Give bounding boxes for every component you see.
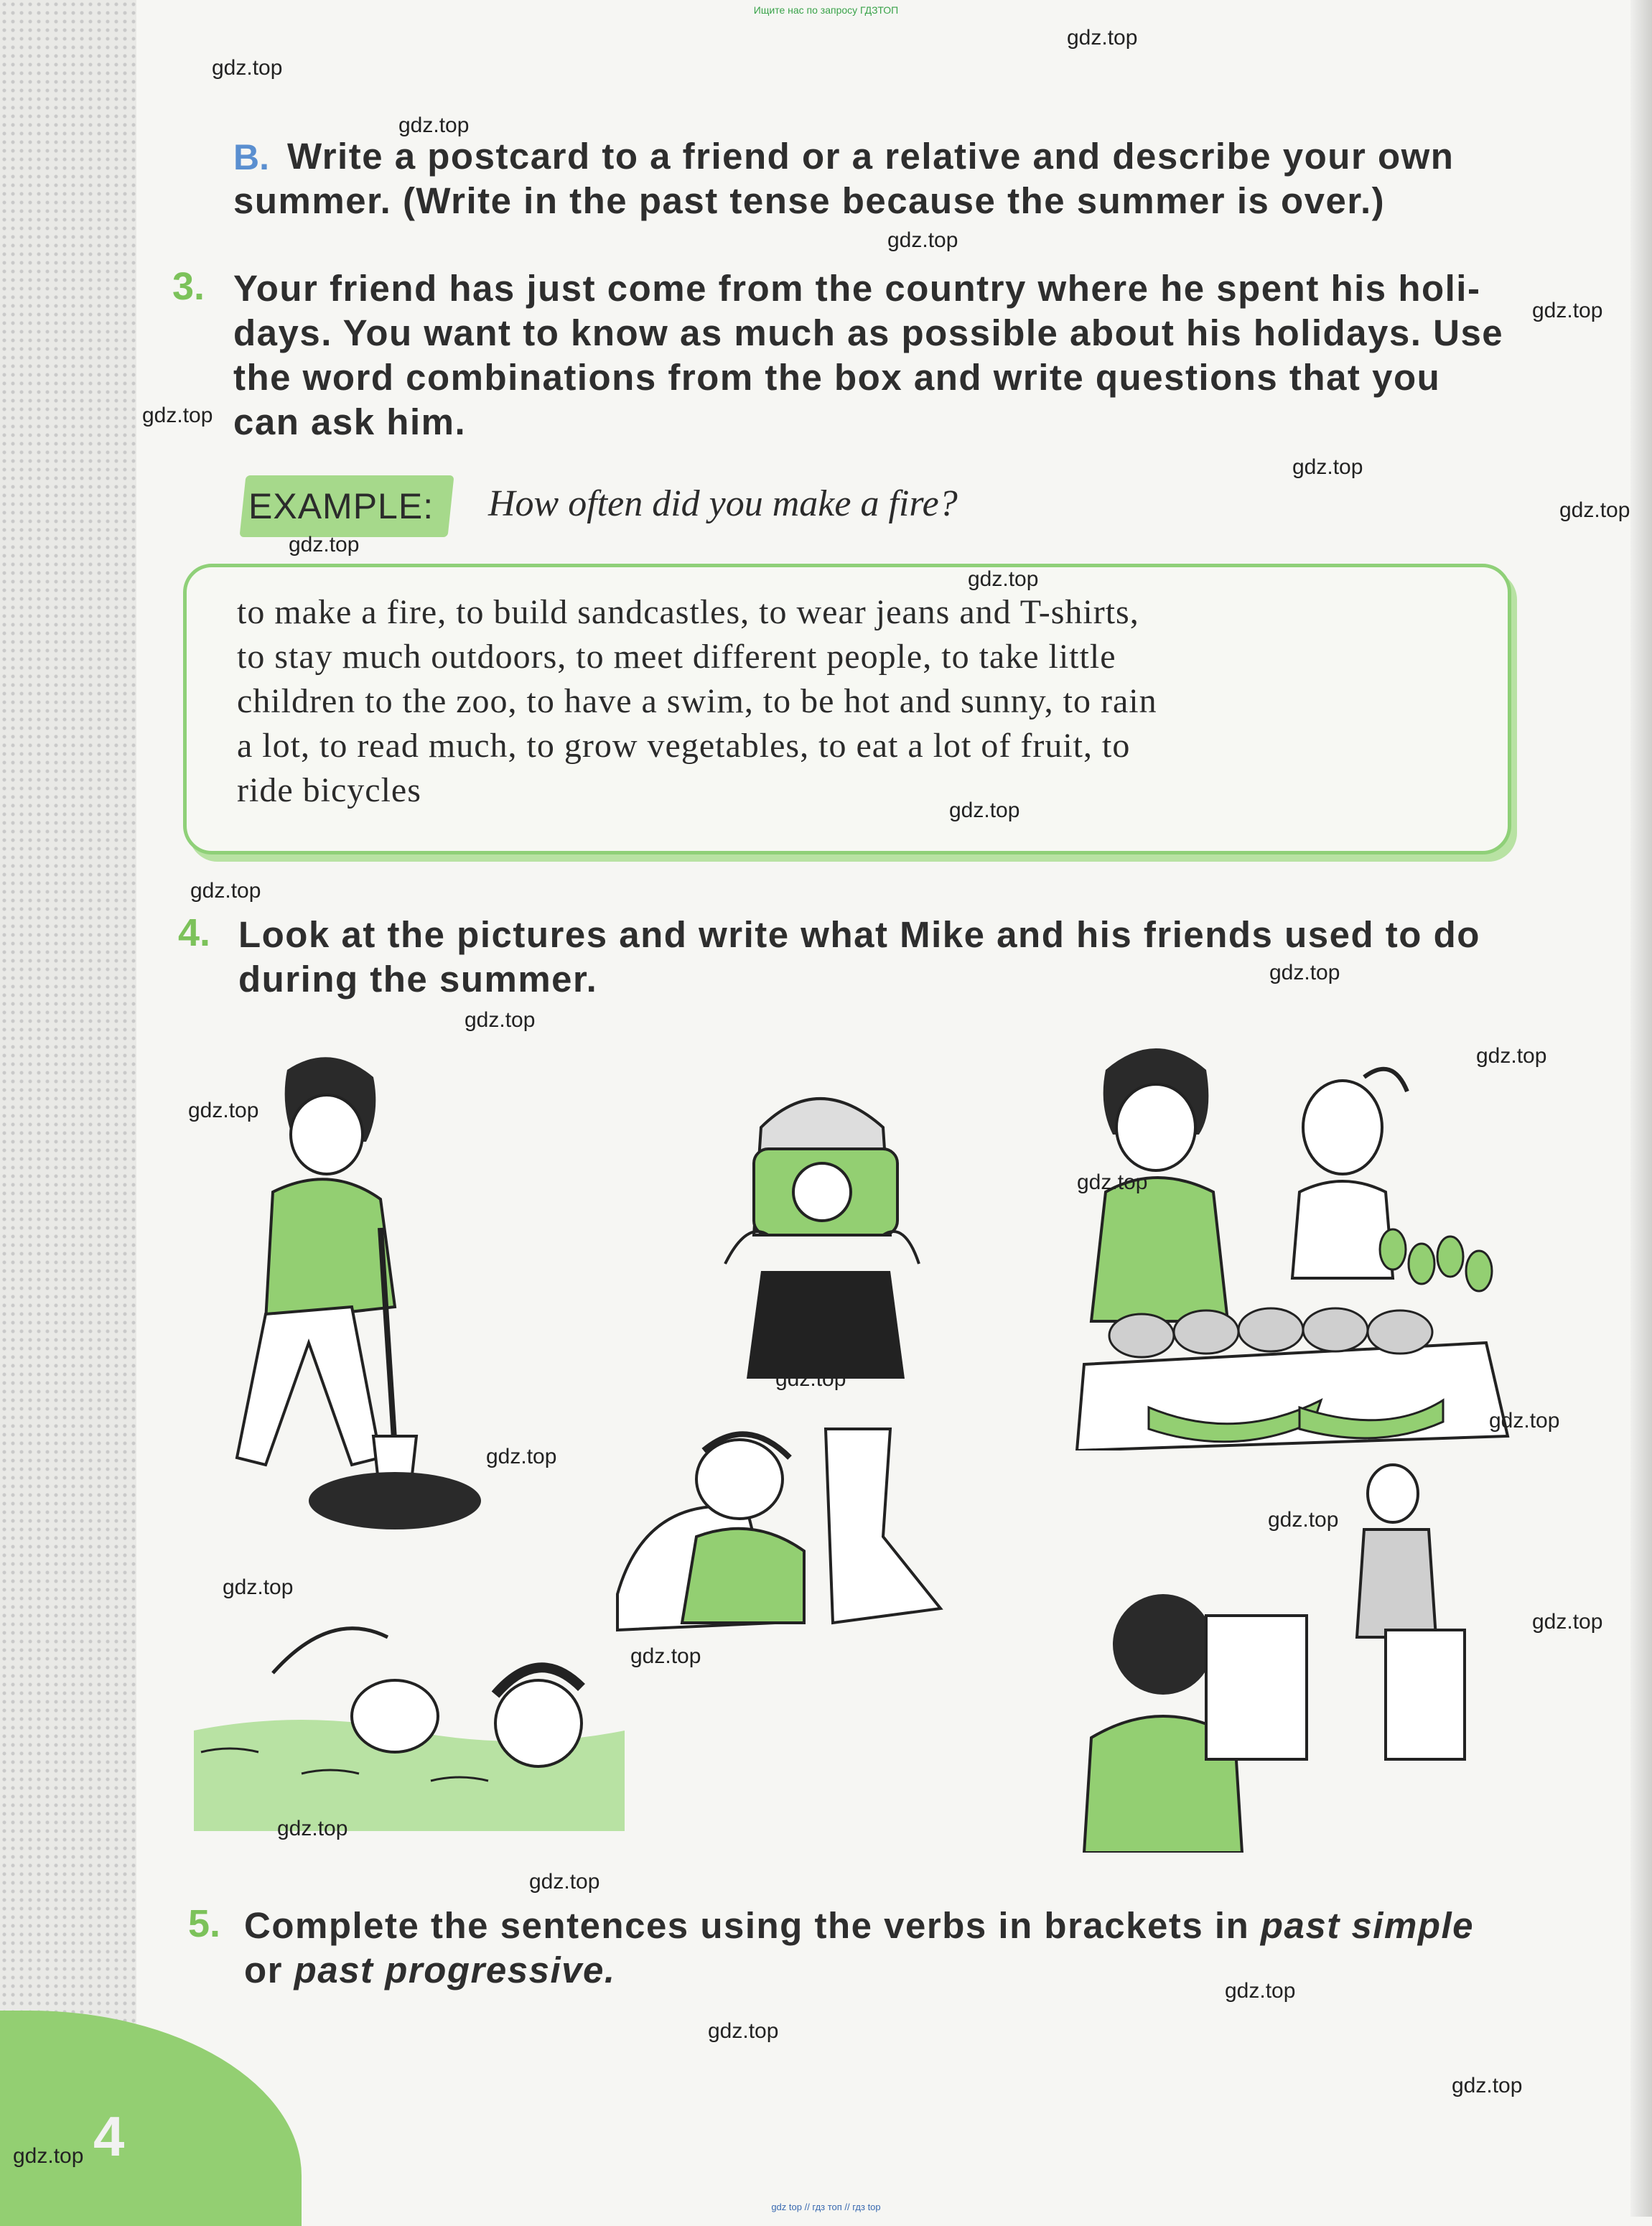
- watermark: gdz.top: [142, 404, 213, 427]
- watermark: gdz.top: [630, 1644, 701, 1668]
- example-label: EXAMPLE:: [248, 486, 434, 526]
- task-b-line1: Write a postcard to a friend or a relative and describe your own: [287, 136, 1455, 177]
- watermark: gdz.top: [968, 567, 1039, 591]
- fruit-market-illustration: [1063, 1048, 1522, 1450]
- watermark: gdz.top: [1532, 1610, 1603, 1634]
- boy-reading-illustration: [610, 1422, 1012, 1637]
- watermark: gdz.top: [188, 1099, 259, 1122]
- task5-line2: [244, 1947, 616, 1993]
- task-b-line2: summer. (Write in the past tense because the summer is over.): [233, 180, 1386, 221]
- header-note: Ищите нас по запросу ГДЗТОП: [753, 4, 899, 16]
- box-line: ride bicycles: [237, 771, 421, 809]
- watermark: gdz.top: [1532, 299, 1603, 322]
- task4-line1: Look at the pictures and write what Mike and his friends used to do: [238, 914, 1480, 955]
- watermark: gdz.top: [708, 2019, 779, 2043]
- task5-line1: [244, 1903, 1474, 1948]
- watermark: gdz.top: [13, 2144, 84, 2168]
- watermark: gdz.top: [1452, 2074, 1523, 2097]
- watermark: gdz.top: [949, 798, 1020, 822]
- task4-number: 4.: [178, 911, 211, 954]
- task5-number: 5.: [188, 1902, 221, 1945]
- children-swimming-illustration: [187, 1608, 632, 1845]
- watermark: gdz.top: [1077, 1170, 1148, 1194]
- task4-line2: during the summer.: [238, 959, 598, 1000]
- page-corner-decoration: [0, 2011, 302, 2226]
- watermark: gdz.top: [1489, 1409, 1560, 1433]
- watermark: gdz.top: [1476, 1044, 1547, 1068]
- watermark: gdz.top: [190, 879, 261, 903]
- watermark: gdz.top: [1268, 1508, 1339, 1532]
- watermark: gdz.top: [486, 1445, 557, 1468]
- watermark: gdz.top: [887, 228, 958, 252]
- watermark: gdz.top: [277, 1817, 348, 1840]
- watermark: gdz.top: [1269, 961, 1340, 984]
- watermark: gdz.top: [398, 113, 470, 137]
- box-line: to stay much outdoors, to meet different people, to take little: [237, 638, 1116, 676]
- example-text: How often did you make a fire?: [488, 483, 958, 524]
- watermark: gdz.top: [223, 1575, 294, 1599]
- girl-photographing-illustration: [704, 1084, 941, 1386]
- task3-line3: the word combinations from the box and write questions that you: [233, 357, 1441, 398]
- task5-past-progressive: past progressive.: [294, 1950, 616, 1990]
- task3-line2: days. You want to know as much as possible about his holidays. Use: [233, 312, 1504, 353]
- watermark: gdz.top: [1225, 1979, 1296, 2003]
- watermark: gdz.top: [1559, 498, 1630, 522]
- watermark: gdz.top: [775, 1367, 846, 1391]
- page-binding-edge: [1630, 0, 1652, 2217]
- task5-past-simple: past simple: [1260, 1905, 1475, 1946]
- task5-line1-text: Complete the sentences using the verbs in brackets in: [244, 1905, 1250, 1946]
- watermark: gdz.top: [465, 1008, 536, 1032]
- page-left-margin: [0, 0, 136, 2217]
- word-combinations-text: [237, 590, 1465, 813]
- box-line: to make a fire, to build sandcastles, to wear jeans and T-shirts,: [237, 593, 1139, 631]
- task3-line4: can ask him.: [233, 401, 467, 442]
- watermark: gdz.top: [289, 533, 360, 556]
- box-line: a lot, to read much, to grow vegetables, to eat a lot of fruit, to: [237, 727, 1131, 765]
- watermark: gdz.top: [529, 1870, 600, 1894]
- footer-note: gdz top // гдз топ // гдз top: [771, 2202, 881, 2212]
- page-number: 4: [93, 2105, 125, 2168]
- task-b-label: B.: [233, 137, 269, 177]
- task3-line1: Your friend has just come from the country where he spent his holi-: [233, 268, 1481, 309]
- box-line: children to the zoo, to have a swim, to be hot and sunny, to rain: [237, 682, 1157, 720]
- watermark: gdz.top: [1292, 455, 1363, 479]
- watermark: gdz.top: [212, 56, 283, 80]
- watermark: gdz.top: [1067, 26, 1138, 50]
- task5-line2-text: or: [244, 1950, 283, 1990]
- task3-number: 3.: [172, 265, 205, 308]
